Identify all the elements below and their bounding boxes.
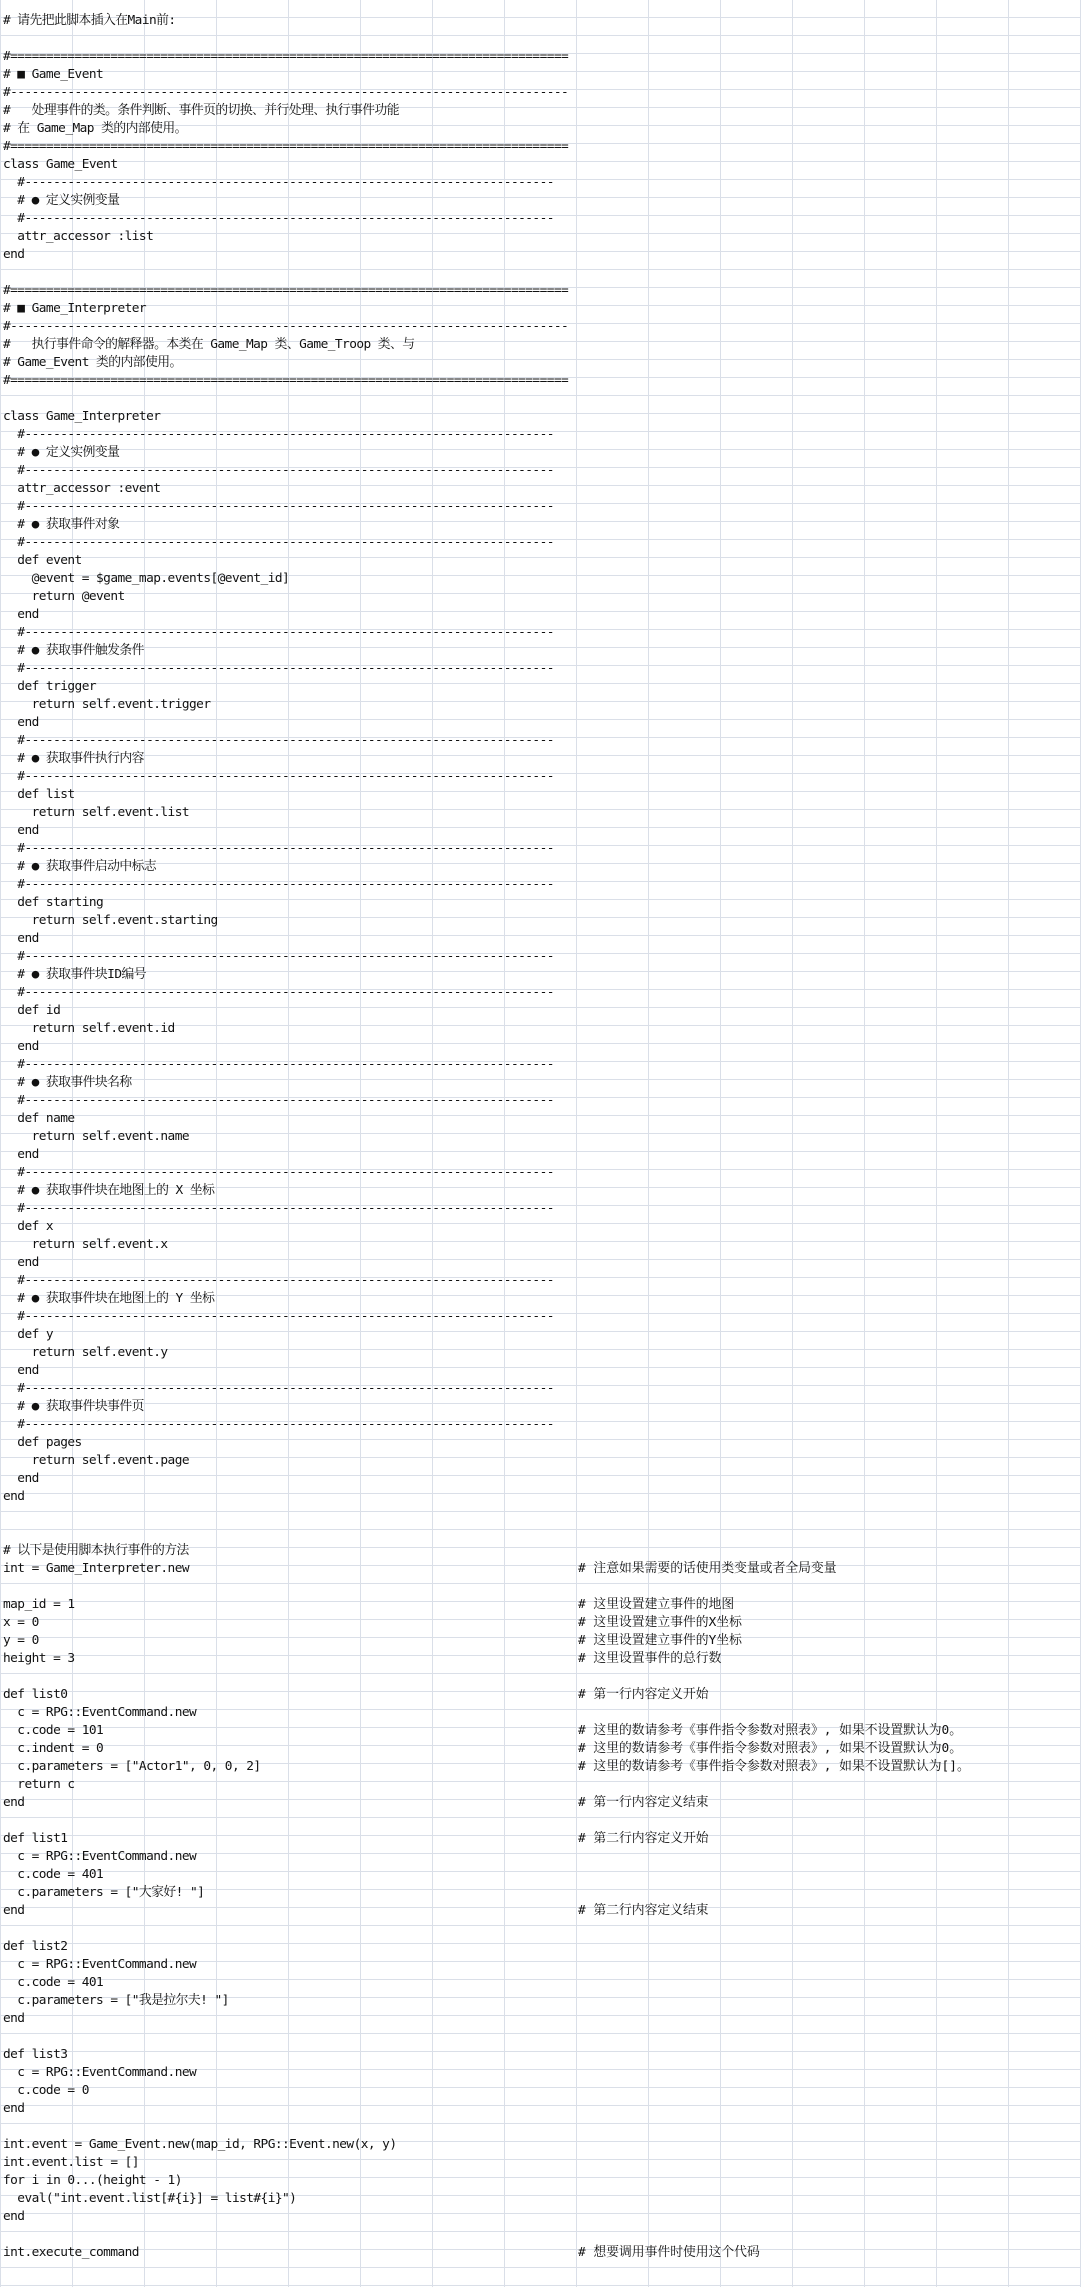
sheet-row[interactable]: [0, 1992, 1081, 2010]
code-cell[interactable]: attr_accessor :list: [3, 229, 154, 244]
code-cell[interactable]: return self.event.name: [3, 1129, 190, 1144]
sheet-row[interactable]: [0, 1146, 1081, 1164]
code-cell[interactable]: def trigger: [3, 679, 97, 694]
sheet-row[interactable]: [0, 1866, 1081, 1884]
sheet-row[interactable]: [0, 1092, 1081, 1110]
sheet-row[interactable]: [0, 2046, 1081, 2064]
sheet-row[interactable]: [0, 984, 1081, 1002]
code-cell[interactable]: end: [3, 2011, 25, 2026]
comment-cell[interactable]: # 第二行内容定义开始: [578, 1831, 709, 1846]
sheet-row[interactable]: [0, 1434, 1081, 1452]
sheet-row[interactable]: [0, 1830, 1081, 1848]
code-cell[interactable]: def pages: [3, 1435, 82, 1450]
sheet-row[interactable]: [0, 1938, 1081, 1956]
code-cell[interactable]: # ● 获取事件块在地图上的 Y 坐标: [3, 1291, 215, 1306]
code-cell[interactable]: #==============================================================================: [3, 49, 569, 64]
sheet-row[interactable]: [0, 1254, 1081, 1272]
sheet-row[interactable]: [0, 1812, 1081, 1830]
code-cell[interactable]: end: [3, 1255, 39, 1270]
code-cell[interactable]: end: [3, 1903, 25, 1918]
sheet-row[interactable]: [0, 1002, 1081, 1020]
code-cell[interactable]: return self.event.y: [3, 1345, 168, 1360]
code-cell[interactable]: c = RPG::EventCommand.new: [3, 1957, 197, 1972]
code-cell[interactable]: @event = $game_map.events[@event_id]: [3, 571, 290, 586]
code-cell[interactable]: return self.event.list: [3, 805, 190, 820]
sheet-row[interactable]: [0, 1110, 1081, 1128]
code-cell[interactable]: end: [3, 2209, 25, 2224]
sheet-row[interactable]: [0, 1308, 1081, 1326]
code-cell[interactable]: c = RPG::EventCommand.new: [3, 2065, 197, 2080]
code-cell[interactable]: c.code = 0: [3, 2083, 89, 2098]
code-cell[interactable]: end: [3, 607, 39, 622]
code-cell[interactable]: [3, 2028, 1081, 2046]
sheet-row[interactable]: [0, 1632, 1081, 1650]
sheet-row[interactable]: [0, 1398, 1081, 1416]
sheet-row[interactable]: [0, 588, 1081, 606]
code-cell[interactable]: #--------------------------------------------------------------------------: [3, 661, 554, 676]
code-cell[interactable]: class Game_Event: [3, 157, 118, 172]
code-cell[interactable]: def list0: [3, 1687, 68, 1702]
sheet-row[interactable]: [0, 444, 1081, 462]
code-cell[interactable]: c.code = 101: [3, 1723, 104, 1738]
code-cell[interactable]: c.parameters = ["我是拉尔夫! "]: [3, 1993, 229, 2008]
code-cell[interactable]: #--------------------------------------------------------------------------: [3, 877, 554, 892]
sheet-row[interactable]: [0, 534, 1081, 552]
sheet-row[interactable]: [0, 624, 1081, 642]
code-cell[interactable]: [3, 1506, 1081, 1524]
sheet-row[interactable]: [0, 2172, 1081, 2190]
code-cell[interactable]: end: [3, 715, 39, 730]
code-cell[interactable]: #--------------------------------------------------------------------------: [3, 211, 554, 226]
code-cell[interactable]: #--------------------------------------------------------------------------: [3, 499, 554, 514]
comment-cell[interactable]: # 第一行内容定义结束: [578, 1795, 709, 1810]
code-cell[interactable]: return self.event.id: [3, 1021, 175, 1036]
sheet-row[interactable]: [0, 174, 1081, 192]
code-cell[interactable]: end: [3, 1363, 39, 1378]
code-cell[interactable]: # 执行事件命令的解释器。本类在 Game_Map 类、Game_Troop 类、与: [3, 337, 415, 352]
sheet-row[interactable]: [0, 1686, 1081, 1704]
comment-cell[interactable]: # 第一行内容定义开始: [578, 1687, 709, 1702]
code-cell[interactable]: [3, 2226, 1081, 2244]
code-cell[interactable]: end: [3, 1795, 25, 1810]
sheet-row[interactable]: [0, 120, 1081, 138]
sheet-row[interactable]: [0, 2244, 1081, 2262]
code-cell[interactable]: # ● 获取事件块ID编号: [3, 967, 146, 982]
sheet-row[interactable]: [0, 678, 1081, 696]
code-cell[interactable]: height = 3: [3, 1651, 75, 1666]
sheet-row[interactable]: [0, 2226, 1081, 2244]
code-cell[interactable]: #--------------------------------------------------------------------------: [3, 1165, 554, 1180]
comment-cell[interactable]: # 想要调用事件时使用这个代码: [578, 2245, 760, 2260]
sheet-row[interactable]: [0, 2136, 1081, 2154]
code-cell[interactable]: c = RPG::EventCommand.new: [3, 1849, 197, 1864]
code-cell[interactable]: [3, 390, 1081, 408]
sheet-row[interactable]: [0, 1290, 1081, 1308]
comment-cell[interactable]: # 注意如果需要的话使用类变量或者全局变量: [578, 1561, 837, 1576]
sheet-row[interactable]: [0, 1740, 1081, 1758]
sheet-row[interactable]: [0, 30, 1081, 48]
sheet-row[interactable]: [0, 1884, 1081, 1902]
sheet-row[interactable]: [0, 660, 1081, 678]
code-cell[interactable]: #--------------------------------------------------------------------------: [3, 535, 554, 550]
code-cell[interactable]: for i in 0...(height - 1): [3, 2173, 182, 2188]
sheet-row[interactable]: [0, 372, 1081, 390]
sheet-row[interactable]: [0, 822, 1081, 840]
sheet-row[interactable]: [0, 642, 1081, 660]
code-cell[interactable]: #--------------------------------------------------------------------------: [3, 949, 554, 964]
code-cell[interactable]: def list1: [3, 1831, 68, 1846]
sheet-row[interactable]: [0, 156, 1081, 174]
sheet-row[interactable]: [0, 1182, 1081, 1200]
code-cell[interactable]: #--------------------------------------------------------------------------: [3, 1093, 554, 1108]
code-cell[interactable]: #--------------------------------------------------------------------------: [3, 769, 554, 784]
sheet-row[interactable]: [0, 2190, 1081, 2208]
sheet-row[interactable]: [0, 894, 1081, 912]
sheet-row[interactable]: [0, 1236, 1081, 1254]
code-cell[interactable]: #------------------------------------------------------------------------------: [3, 85, 569, 100]
code-cell[interactable]: def list: [3, 787, 75, 802]
sheet-row[interactable]: [0, 1200, 1081, 1218]
code-cell[interactable]: #--------------------------------------------------------------------------: [3, 1057, 554, 1072]
code-cell[interactable]: int.execute_command: [3, 2245, 139, 2260]
sheet-row[interactable]: [0, 408, 1081, 426]
code-cell[interactable]: end: [3, 1489, 25, 1504]
sheet-row[interactable]: [0, 48, 1081, 66]
code-cell[interactable]: #--------------------------------------------------------------------------: [3, 427, 554, 442]
code-cell[interactable]: #--------------------------------------------------------------------------: [3, 985, 554, 1000]
sheet-row[interactable]: [0, 1776, 1081, 1794]
sheet-row[interactable]: [0, 1578, 1081, 1596]
sheet-row[interactable]: [0, 66, 1081, 84]
code-cell[interactable]: c.code = 401: [3, 1867, 104, 1882]
sheet-row[interactable]: [0, 516, 1081, 534]
code-cell[interactable]: end: [3, 2101, 25, 2116]
sheet-row[interactable]: [0, 2100, 1081, 2118]
code-cell[interactable]: # 处理事件的类。条件判断、事件页的切换、并行处理、执行事件功能: [3, 103, 400, 118]
code-cell[interactable]: #------------------------------------------------------------------------------: [3, 319, 569, 334]
sheet-row[interactable]: [0, 102, 1081, 120]
sheet-row[interactable]: [0, 2064, 1081, 2082]
sheet-row[interactable]: [0, 210, 1081, 228]
code-cell[interactable]: int.event.list = []: [3, 2155, 139, 2170]
code-cell[interactable]: #--------------------------------------------------------------------------: [3, 1381, 554, 1396]
code-cell[interactable]: y = 0: [3, 1633, 39, 1648]
sheet-row[interactable]: [0, 1524, 1081, 1542]
sheet-row[interactable]: [0, 858, 1081, 876]
comment-cell[interactable]: # 这里的数请参考《事件指令参数对照表》, 如果不设置默认为0。: [578, 1723, 963, 1738]
code-cell[interactable]: c.parameters = ["大家好! "]: [3, 1885, 205, 1900]
code-cell[interactable]: def name: [3, 1111, 75, 1126]
sheet-row[interactable]: [0, 84, 1081, 102]
code-cell[interactable]: # Game_Event 类的内部使用。: [3, 355, 182, 370]
sheet-row[interactable]: [0, 876, 1081, 894]
code-cell[interactable]: [3, 1668, 1081, 1686]
sheet-row[interactable]: [0, 1794, 1081, 1812]
sheet-row[interactable]: [0, 1704, 1081, 1722]
code-cell[interactable]: #--------------------------------------------------------------------------: [3, 625, 554, 640]
code-cell[interactable]: # 以下是使用脚本执行事件的方法: [3, 1543, 189, 1558]
comment-cell[interactable]: # 这里的数请参考《事件指令参数对照表》, 如果不设置默认为[]。: [578, 1759, 970, 1774]
code-cell[interactable]: end: [3, 931, 39, 946]
sheet-row[interactable]: [0, 1722, 1081, 1740]
code-cell[interactable]: end: [3, 1147, 39, 1162]
sheet-row[interactable]: [0, 2208, 1081, 2226]
sheet-row[interactable]: [0, 966, 1081, 984]
code-cell[interactable]: #--------------------------------------------------------------------------: [3, 733, 554, 748]
code-cell[interactable]: # ● 获取事件块名称: [3, 1075, 132, 1090]
sheet-row[interactable]: [0, 1956, 1081, 1974]
code-cell[interactable]: #--------------------------------------------------------------------------: [3, 175, 554, 190]
code-cell[interactable]: def list3: [3, 2047, 68, 2062]
sheet-row[interactable]: [0, 1506, 1081, 1524]
sheet-row[interactable]: [0, 318, 1081, 336]
code-cell[interactable]: class Game_Interpreter: [3, 409, 161, 424]
code-cell[interactable]: return self.event.trigger: [3, 697, 211, 712]
code-cell[interactable]: x = 0: [3, 1615, 39, 1630]
code-cell[interactable]: [3, 1524, 1081, 1542]
code-cell[interactable]: #==============================================================================: [3, 283, 569, 298]
sheet-row[interactable]: [0, 840, 1081, 858]
sheet-row[interactable]: [0, 1650, 1081, 1668]
sheet-row[interactable]: [0, 192, 1081, 210]
code-cell[interactable]: [3, 1812, 1081, 1830]
sheet-row[interactable]: [0, 786, 1081, 804]
sheet-row[interactable]: [0, 138, 1081, 156]
sheet-row[interactable]: [0, 1758, 1081, 1776]
code-cell[interactable]: def x: [3, 1219, 54, 1234]
sheet-row[interactable]: [0, 1272, 1081, 1290]
code-cell[interactable]: end: [3, 247, 25, 262]
code-cell[interactable]: # ● 定义实例变量: [3, 445, 120, 460]
code-cell[interactable]: return self.event.x: [3, 1237, 168, 1252]
sheet-row[interactable]: [0, 1164, 1081, 1182]
sheet-row[interactable]: [0, 2010, 1081, 2028]
code-cell[interactable]: # ● 定义实例变量: [3, 193, 120, 208]
code-cell[interactable]: #==============================================================================: [3, 139, 569, 154]
code-cell[interactable]: # ● 获取事件执行内容: [3, 751, 144, 766]
code-cell[interactable]: c.indent = 0: [3, 1741, 104, 1756]
sheet-row[interactable]: [0, 246, 1081, 264]
sheet-row[interactable]: [0, 1920, 1081, 1938]
code-cell[interactable]: [3, 1578, 1081, 1596]
code-cell[interactable]: c = RPG::EventCommand.new: [3, 1705, 197, 1720]
code-cell[interactable]: eval("int.event.list[#{i}] = list#{i}"): [3, 2191, 297, 2206]
sheet-row[interactable]: [0, 1128, 1081, 1146]
sheet-row[interactable]: [0, 1416, 1081, 1434]
sheet-row[interactable]: [0, 2028, 1081, 2046]
code-cell[interactable]: def starting: [3, 895, 104, 910]
sheet-row[interactable]: [0, 948, 1081, 966]
sheet-row[interactable]: [0, 714, 1081, 732]
code-cell[interactable]: return self.event.starting: [3, 913, 218, 928]
code-cell[interactable]: end: [3, 1039, 39, 1054]
code-cell[interactable]: end: [3, 1471, 39, 1486]
sheet-row[interactable]: [0, 1470, 1081, 1488]
code-cell[interactable]: return self.event.page: [3, 1453, 190, 1468]
sheet-row[interactable]: [0, 552, 1081, 570]
code-cell[interactable]: return c: [3, 1777, 75, 1792]
comment-cell[interactable]: # 这里设置事件的总行数: [578, 1651, 722, 1666]
sheet-row[interactable]: [0, 282, 1081, 300]
code-cell[interactable]: [3, 264, 1081, 282]
code-cell[interactable]: # ● 获取事件块在地图上的 X 坐标: [3, 1183, 215, 1198]
sheet-row[interactable]: [0, 1848, 1081, 1866]
comment-cell[interactable]: # 这里设置建立事件的Y坐标: [578, 1633, 742, 1648]
sheet-row[interactable]: [0, 12, 1081, 30]
sheet-row[interactable]: [0, 462, 1081, 480]
sheet-row[interactable]: [0, 426, 1081, 444]
sheet-row[interactable]: [0, 228, 1081, 246]
comment-cell[interactable]: # 第二行内容定义结束: [578, 1903, 709, 1918]
sheet-row[interactable]: [0, 1038, 1081, 1056]
sheet-row[interactable]: [0, 1668, 1081, 1686]
sheet-row[interactable]: [0, 1560, 1081, 1578]
code-cell[interactable]: # 请先把此脚本插入在Main前:: [3, 13, 176, 28]
sheet-row[interactable]: [0, 1218, 1081, 1236]
sheet-row[interactable]: [0, 1902, 1081, 1920]
code-cell[interactable]: #--------------------------------------------------------------------------: [3, 463, 554, 478]
code-cell[interactable]: c.parameters = ["Actor1", 0, 0, 2]: [3, 1759, 261, 1774]
code-cell[interactable]: def event: [3, 553, 82, 568]
code-cell[interactable]: end: [3, 823, 39, 838]
sheet-row[interactable]: [0, 2118, 1081, 2136]
code-cell[interactable]: [3, 30, 1081, 48]
sheet-row[interactable]: [0, 390, 1081, 408]
code-cell[interactable]: #--------------------------------------------------------------------------: [3, 1309, 554, 1324]
sheet-row[interactable]: [0, 768, 1081, 786]
sheet-row[interactable]: [0, 1974, 1081, 1992]
sheet-row[interactable]: [0, 2154, 1081, 2172]
code-cell[interactable]: [3, 2118, 1081, 2136]
sheet-row[interactable]: [0, 1488, 1081, 1506]
comment-cell[interactable]: # 这里设置建立事件的X坐标: [578, 1615, 742, 1630]
code-cell[interactable]: #--------------------------------------------------------------------------: [3, 841, 554, 856]
sheet-row[interactable]: [0, 480, 1081, 498]
sheet-row[interactable]: [0, 1074, 1081, 1092]
sheet-row[interactable]: [0, 696, 1081, 714]
sheet-row[interactable]: [0, 1056, 1081, 1074]
sheet-row[interactable]: [0, 732, 1081, 750]
sheet-row[interactable]: [0, 1614, 1081, 1632]
sheet-row[interactable]: [0, 606, 1081, 624]
code-cell[interactable]: # ● 获取事件触发条件: [3, 643, 144, 658]
comment-cell[interactable]: # 这里的数请参考《事件指令参数对照表》, 如果不设置默认为0。: [578, 1741, 963, 1756]
sheet-row[interactable]: [0, 750, 1081, 768]
code-cell[interactable]: #==============================================================================: [3, 373, 569, 388]
code-cell[interactable]: # ■ Game_Event: [3, 67, 104, 82]
code-cell[interactable]: attr_accessor :event: [3, 481, 161, 496]
code-cell[interactable]: #--------------------------------------------------------------------------: [3, 1201, 554, 1216]
sheet-row[interactable]: [0, 570, 1081, 588]
code-cell[interactable]: def id: [3, 1003, 61, 1018]
code-cell[interactable]: def list2: [3, 1939, 68, 1954]
code-cell[interactable]: #--------------------------------------------------------------------------: [3, 1273, 554, 1288]
sheet-row[interactable]: [0, 336, 1081, 354]
sheet-row[interactable]: [0, 1596, 1081, 1614]
sheet-row[interactable]: [0, 1380, 1081, 1398]
code-cell[interactable]: # ● 获取事件启动中标志: [3, 859, 157, 874]
comment-cell[interactable]: # 这里设置建立事件的地图: [578, 1597, 735, 1612]
sheet-row[interactable]: [0, 264, 1081, 282]
sheet-row[interactable]: [0, 804, 1081, 822]
sheet-row[interactable]: [0, 1344, 1081, 1362]
code-cell[interactable]: # ● 获取事件对象: [3, 517, 120, 532]
code-cell[interactable]: map_id = 1: [3, 1597, 75, 1612]
sheet-row[interactable]: [0, 1362, 1081, 1380]
sheet-row[interactable]: [0, 930, 1081, 948]
sheet-row[interactable]: [0, 354, 1081, 372]
sheet-row[interactable]: [0, 2082, 1081, 2100]
sheet-row[interactable]: [0, 300, 1081, 318]
sheet-row[interactable]: [0, 1326, 1081, 1344]
code-cell[interactable]: #--------------------------------------------------------------------------: [3, 1417, 554, 1432]
sheet-row[interactable]: [0, 1542, 1081, 1560]
code-cell[interactable]: # ● 获取事件块事件页: [3, 1399, 144, 1414]
sheet-row[interactable]: [0, 498, 1081, 516]
code-cell[interactable]: return @event: [3, 589, 125, 604]
sheet-row[interactable]: [0, 912, 1081, 930]
code-cell[interactable]: int = Game_Interpreter.new: [3, 1561, 190, 1576]
code-cell[interactable]: int.event = Game_Event.new(map_id, RPG::Event.new(x, y): [3, 2137, 397, 2152]
code-cell[interactable]: c.code = 401: [3, 1975, 104, 1990]
code-cell[interactable]: # ■ Game_Interpreter: [3, 301, 147, 316]
code-cell[interactable]: [3, 1920, 1081, 1938]
sheet-row[interactable]: [0, 1452, 1081, 1470]
sheet-row[interactable]: [0, 1020, 1081, 1038]
code-cell[interactable]: # 在 Game_Map 类的内部使用。: [3, 121, 187, 136]
code-cell[interactable]: def y: [3, 1327, 54, 1342]
